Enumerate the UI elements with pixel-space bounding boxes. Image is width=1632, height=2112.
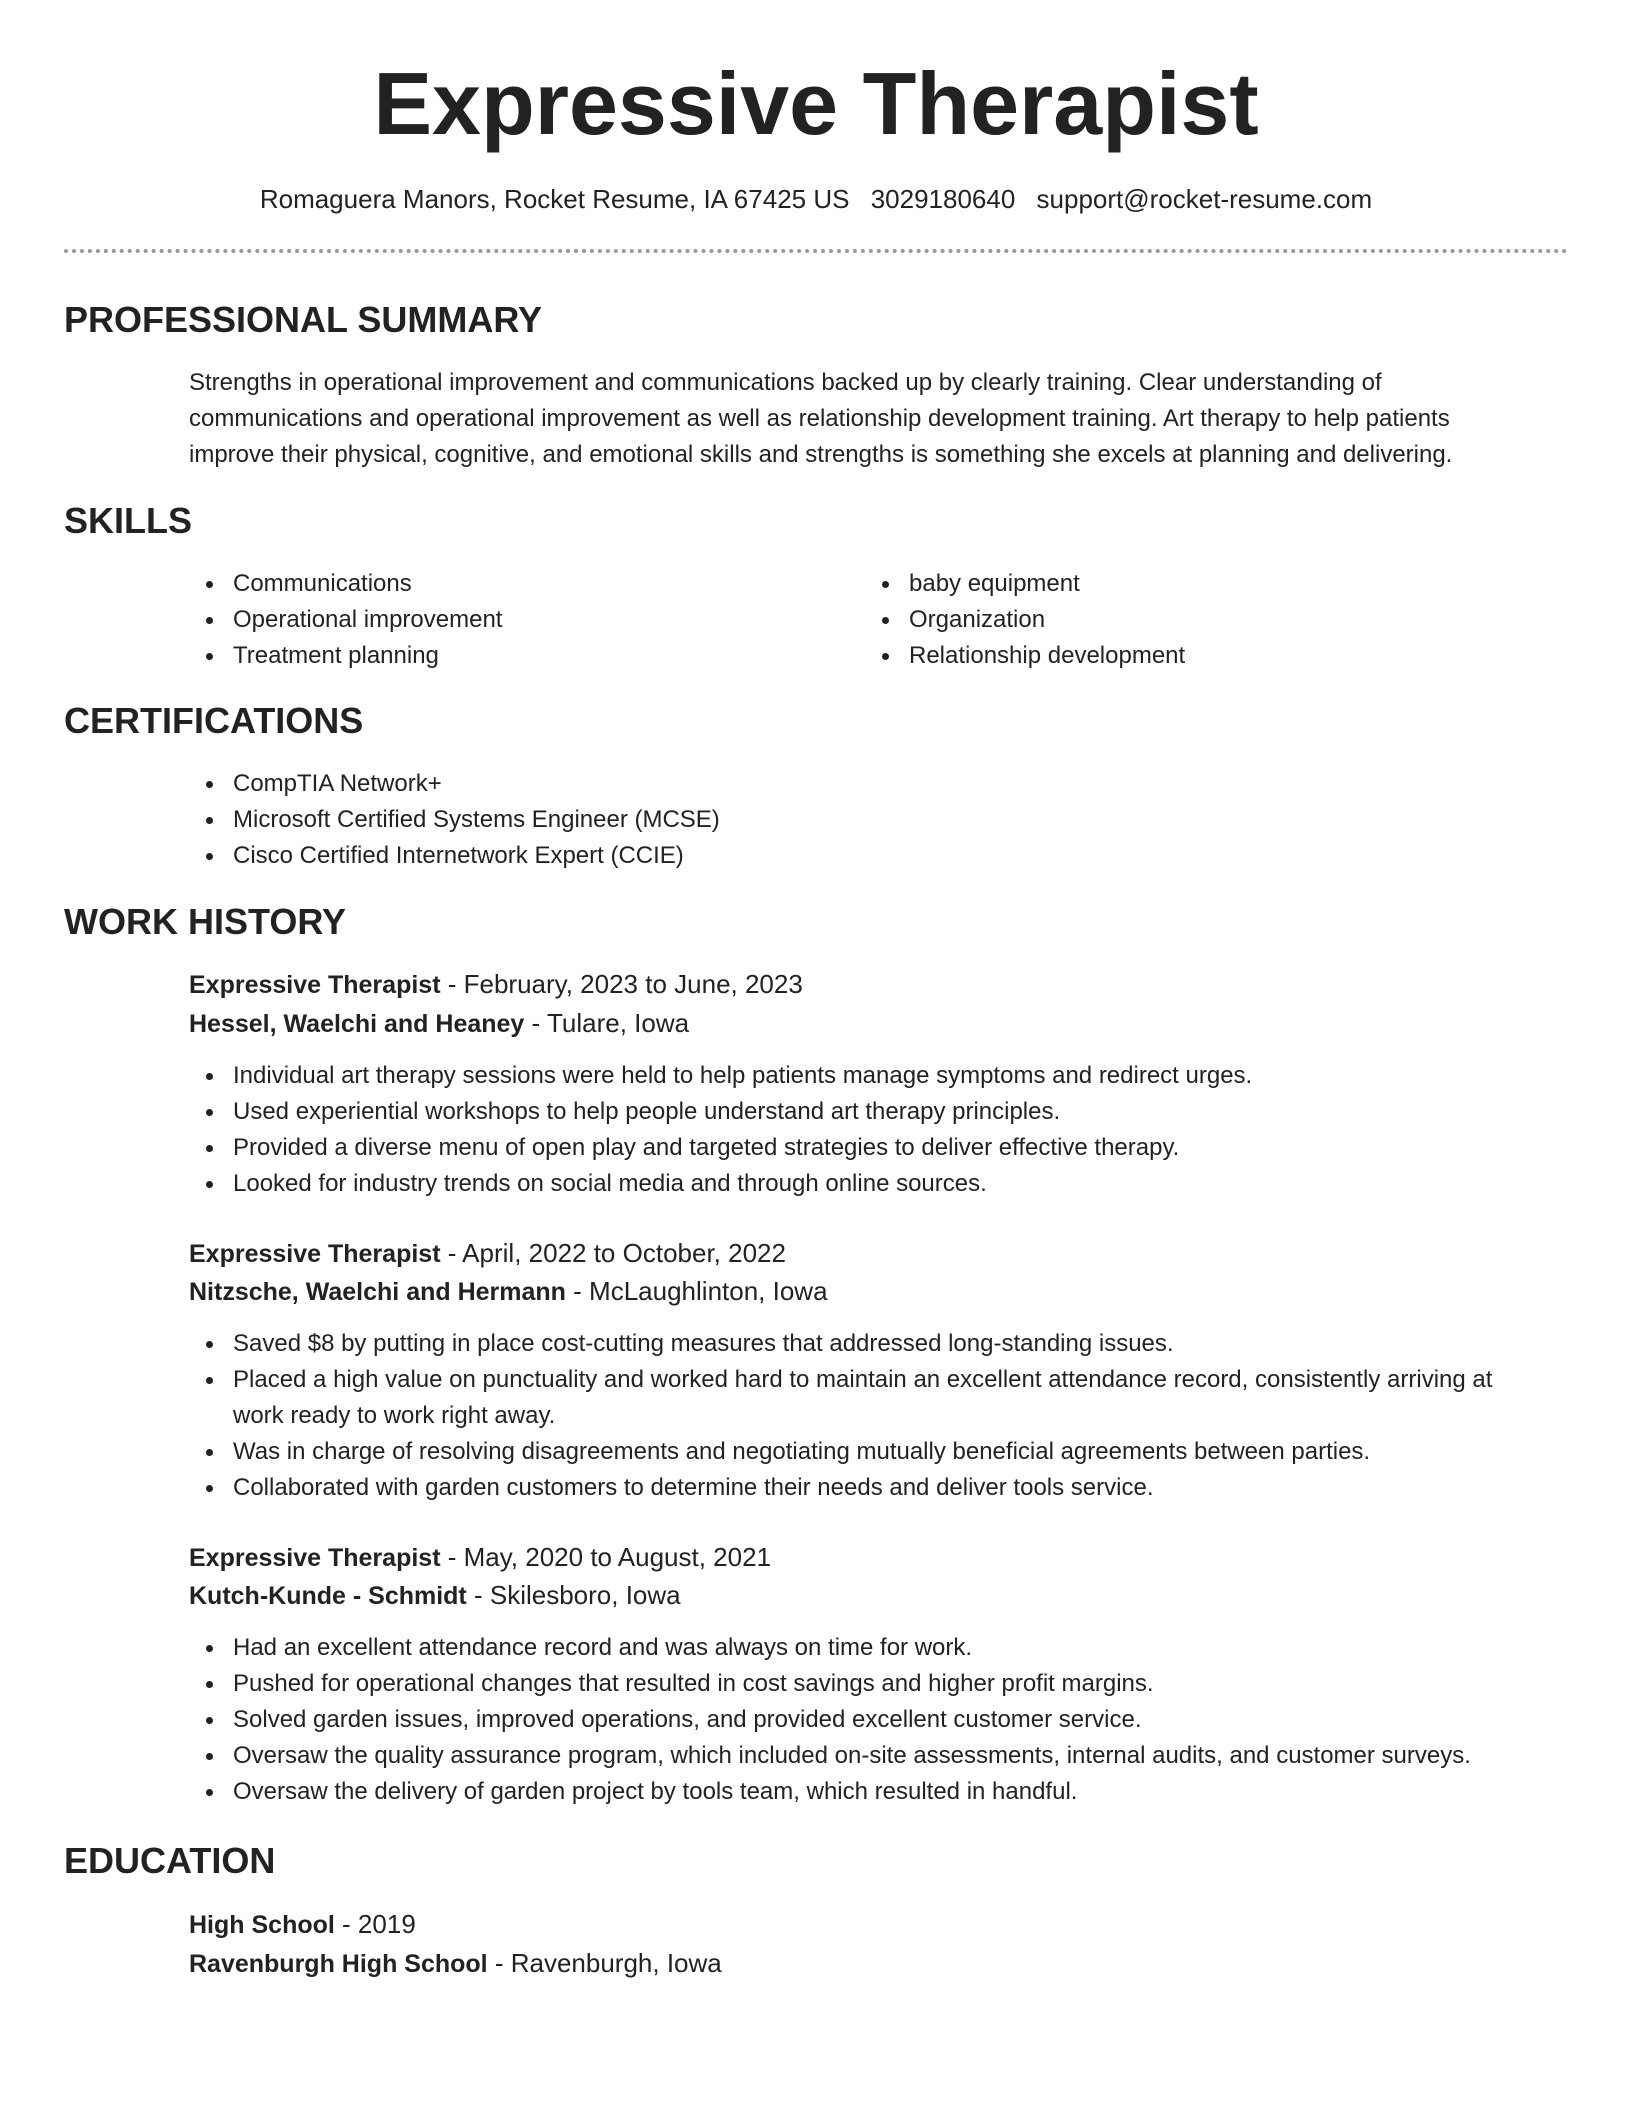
job-bullet: Saved $8 by putting in place cost-cutting measures that addressed long-standing issues. (189, 1326, 1549, 1362)
resume-name: Expressive Therapist (373, 54, 1259, 153)
contact-line (0, 181, 1632, 217)
job-title: Expressive Therapist (189, 971, 441, 999)
education-degree: High School (189, 1911, 335, 1939)
job-dates: - April, 2022 to October, 2022 (440, 1238, 786, 1268)
education-heading: EDUCATION (64, 1840, 276, 1881)
skill-item: Operational improvement (189, 602, 502, 638)
job-dates: - February, 2023 to June, 2023 (440, 969, 803, 999)
certification-item: CompTIA Network+ (189, 766, 720, 802)
skills-heading: SKILLS (64, 500, 193, 541)
job-bullet: Collaborated with garden customers to determine their needs and deliver tools service. (189, 1470, 1549, 1506)
job-bullet: Individual art therapy sessions were held to help patients manage symptoms and redirect urges. (189, 1058, 1252, 1094)
job-bullet: Used experiential workshops to help people understand art therapy principles. (189, 1094, 1252, 1130)
education-location: - Ravenburgh, Iowa (487, 1948, 722, 1978)
certification-item: Microsoft Certified Systems Engineer (MCSE) (189, 802, 720, 838)
skill-item: baby equipment (865, 566, 1185, 602)
summary-heading: PROFESSIONAL SUMMARY (64, 299, 543, 340)
skills-list-left (189, 566, 502, 674)
contact-phone: 3029180640 (870, 184, 1016, 214)
certifications-list (189, 766, 720, 874)
job-bullet: Was in charge of resolving disagreements and negotiating mutually beneficial agreements between parties. (189, 1434, 1549, 1470)
job-company-line (189, 1575, 681, 1616)
job-title: Expressive Therapist (189, 1240, 441, 1268)
skill-item: Treatment planning (189, 638, 502, 674)
certifications-heading: CERTIFICATIONS (64, 700, 364, 741)
summary-text: Strengths in operational improvement and communications backed up by clearly training. Clear understanding of communications and operational improvement as well as relationship development training. Art therapy to help patients improve their physical, cognitive, and emotional skills and strengths is something she excels at planning and delivering. (189, 369, 1453, 468)
education-degree-line (189, 1904, 416, 1945)
job-company: Kutch-Kunde - Schmidt (189, 1582, 467, 1610)
skill-item: Organization (865, 602, 1185, 638)
job-bullet: Provided a diverse menu of open play and targeted strategies to deliver effective therapy. (189, 1130, 1252, 1166)
contact-address: Romaguera Manors, Rocket Resume, IA 67425 US (259, 184, 850, 214)
job-dates: - May, 2020 to August, 2021 (440, 1542, 772, 1572)
certification-item: Cisco Certified Internetwork Expert (CCIE) (189, 838, 720, 874)
job-company: Hessel, Waelchi and Heaney (189, 1010, 525, 1038)
education-school: Ravenburgh High School (189, 1950, 488, 1978)
job-title-line (189, 964, 803, 1005)
skill-item: Relationship development (865, 638, 1185, 674)
education-school-line (189, 1943, 722, 1984)
skills-list-right (865, 566, 1185, 674)
education-year: - 2019 (334, 1909, 416, 1939)
job-title: Expressive Therapist (189, 1544, 441, 1572)
job-bullets (189, 1058, 1252, 1202)
job-title-line (189, 1233, 786, 1274)
job-bullet: Pushed for operational changes that resulted in cost savings and higher profit margins. (189, 1666, 1471, 1702)
job-bullet: Oversaw the delivery of garden project by tools team, which resulted in handful. (189, 1774, 1471, 1810)
work-history-heading: WORK HISTORY (64, 901, 347, 942)
job-bullet: Looked for industry trends on social media and through online sources. (189, 1166, 1252, 1202)
job-bullet: Had an excellent attendance record and was always on time for work. (189, 1630, 1471, 1666)
job-location: - Tulare, Iowa (524, 1008, 690, 1038)
job-company: Nitzsche, Waelchi and Hermann (189, 1278, 566, 1306)
skill-item: Communications (189, 566, 502, 602)
job-location: - McLaughlinton, Iowa (565, 1276, 828, 1306)
contact-email: support@rocket-resume.com (1036, 184, 1373, 214)
job-bullet: Solved garden issues, improved operations, and provided excellent customer service. (189, 1702, 1471, 1738)
job-company-line (189, 1003, 689, 1044)
job-title-line (189, 1537, 771, 1578)
job-bullet: Oversaw the quality assurance program, which included on-site assessments, internal audits, and customer surveys. (189, 1738, 1471, 1774)
job-company-line (189, 1271, 828, 1312)
header-divider (64, 249, 1568, 253)
job-location: - Skilesboro, Iowa (466, 1580, 681, 1610)
job-bullet: Placed a high value on punctuality and worked hard to maintain an excellent attendance record, consistently arriving at work ready to work right away. (189, 1362, 1549, 1434)
job-bullets (189, 1326, 1549, 1506)
job-bullets (189, 1630, 1471, 1810)
